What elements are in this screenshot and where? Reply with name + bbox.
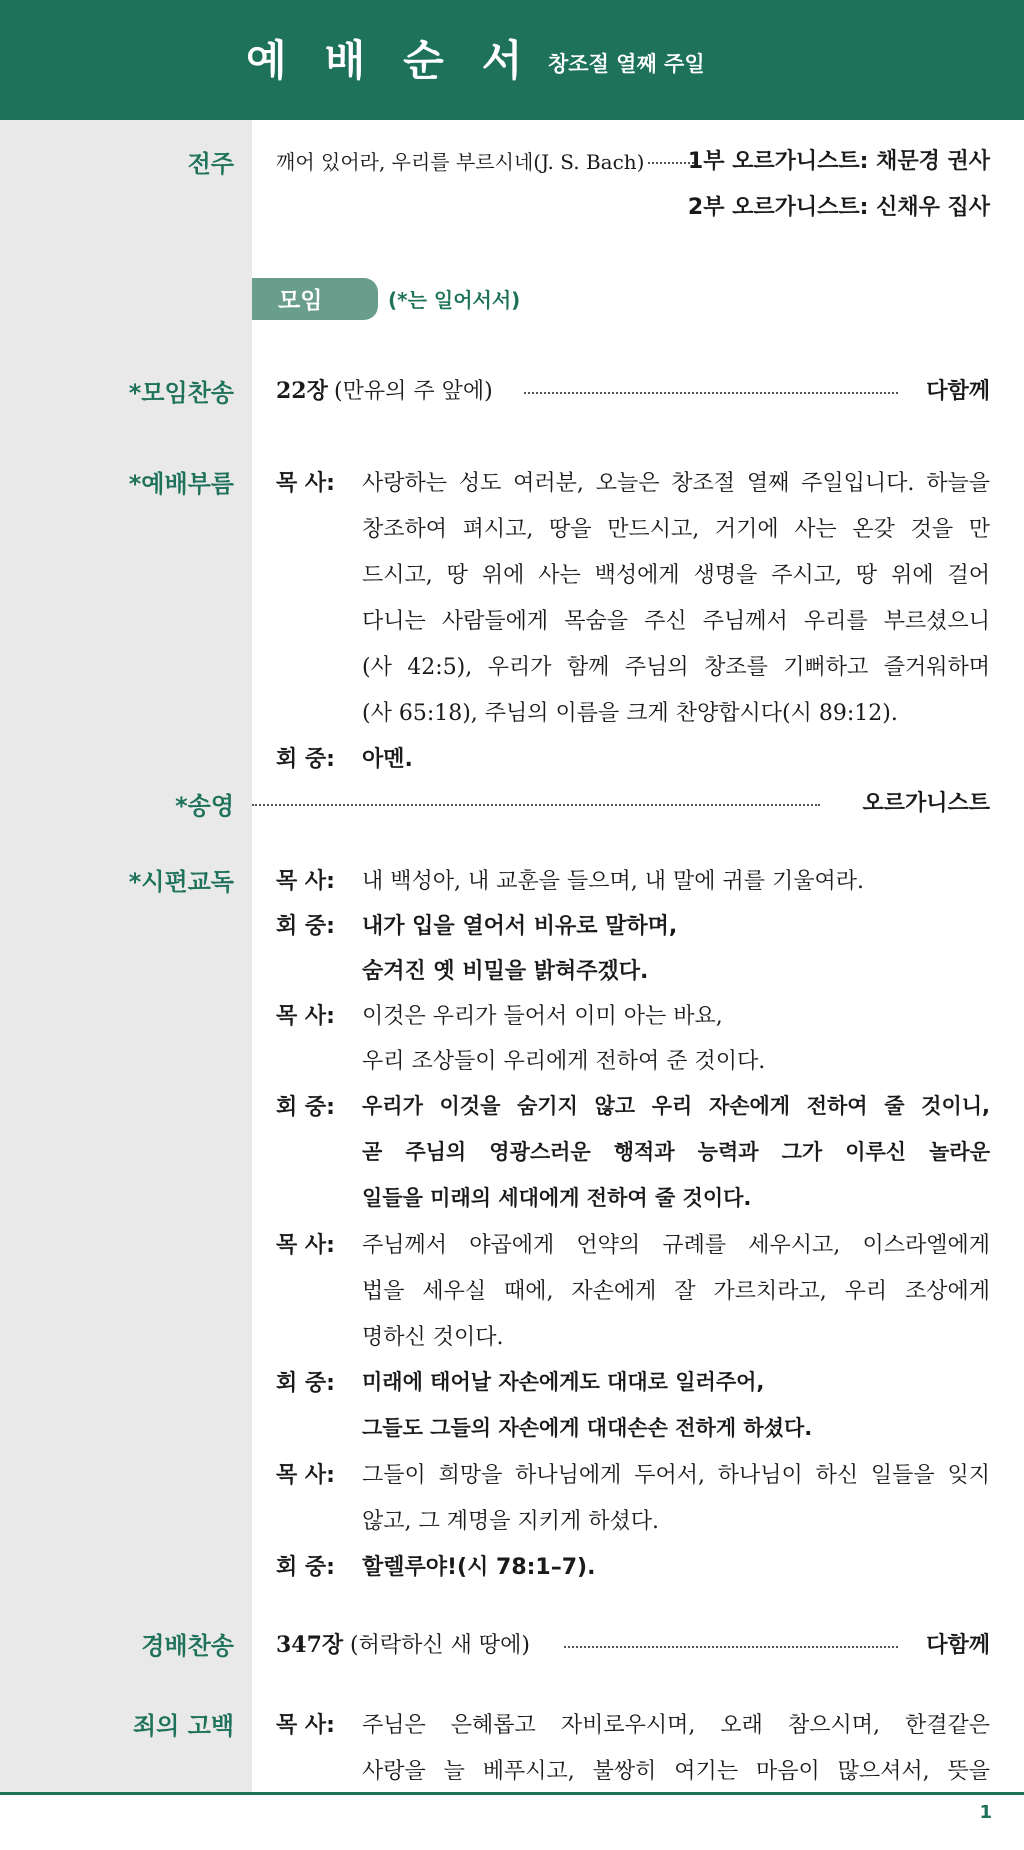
text-line: 할렐루야!(시 78:1–7). (362, 1555, 596, 1580)
text-line: 명하신 것이다. (362, 1325, 504, 1350)
speaker-pastor: 목 사: (276, 471, 335, 496)
speaker-congregation: 회 중: (276, 914, 335, 939)
label-column (0, 120, 252, 1792)
dotted-leader (564, 1646, 898, 1648)
prelude-label: 전주 (187, 150, 234, 178)
page-header (0, 0, 1024, 120)
section-tab-label: 모임 (278, 288, 323, 314)
speaker-congregation: 회 중: (276, 1095, 335, 1120)
speaker-congregation: 회 중: (276, 747, 335, 772)
speaker-congregation: 회 중: (276, 1371, 335, 1396)
text-line: 우리 조상들이 우리에게 전하여 준 것이다. (362, 1049, 766, 1074)
doxology-performer: 오르가니스트 (862, 791, 990, 816)
opening-hymn-label: *모임찬송 (128, 379, 234, 407)
opening-hymn-performer: 다함께 (926, 379, 990, 404)
psalm-reading-label: *시편교독 (128, 868, 234, 896)
text-line: 내 백성아, 내 교훈을 들으며, 내 말에 귀를 기울여라. (362, 869, 864, 894)
worship-hymn-title: (허락하신 새 땅에) (350, 1633, 530, 1658)
text-line: 않고, 그 계명을 지키게 하셨다. (362, 1509, 659, 1534)
worship-hymn-number: 347장 (276, 1632, 344, 1658)
speaker-pastor: 목 사: (276, 1004, 335, 1029)
footer-rule (0, 1792, 1024, 1795)
doxology-label: *송영 (175, 792, 234, 820)
organist-second-service: 2부 오르가니스트: 신채우 집사 (687, 195, 990, 220)
dotted-leader (524, 392, 898, 394)
page-title: 예배순서 (246, 36, 561, 85)
speaker-pastor: 목 사: (276, 1713, 335, 1738)
call-to-worship-label: *예배부름 (128, 470, 234, 498)
speaker-pastor: 목 사: (276, 869, 335, 894)
text-line: 일들을 미래의 세대에게 전하여 줄 것이다. (362, 1186, 752, 1210)
speaker-pastor: 목 사: (276, 1233, 335, 1258)
text-line: 우리가 이것을 숨기지 않고 우리 자손에게 전하여 줄 것이니, (362, 1094, 990, 1118)
congregation-response: 아멘. (362, 747, 413, 772)
text-line: 다니는 사람들에게 목숨을 주신 주님께서 우리를 부르셨으니 (362, 609, 990, 634)
opening-hymn-number: 22장 (276, 378, 328, 404)
opening-hymn-title: (만유의 주 앞에) (334, 379, 493, 404)
standing-note: (*는 일어서서) (388, 288, 521, 312)
organist-first-service: 1부 오르가니스트: 채문경 권사 (687, 149, 990, 174)
text-line: 미래에 태어날 자손에게도 대대로 일러주어, (362, 1370, 765, 1394)
text-line: 사랑하는 성도 여러분, 오늘은 창조절 열째 주일입니다. 하늘을 (362, 471, 990, 496)
prelude-piece: 깨어 있어라, 우리를 부르시네(J. S. Bach) (276, 150, 645, 174)
text-line: 숨겨진 옛 비밀을 밝혀주겠다. (362, 959, 649, 984)
text-line: 그들이 희망을 하나님에게 두어서, 하나님이 하신 일들을 잊지 (362, 1463, 990, 1488)
text-line: (사 65:18), 주님의 이름을 크게 찬양합시다(시 89:12). (362, 701, 898, 726)
worship-hymn-label: 경배찬송 (141, 1632, 234, 1660)
text-line: (사 42:5), 우리가 함께 주님의 창조를 기뻐하고 즐거워하며 (362, 655, 990, 680)
text-line: 그들도 그들의 자손에게 대대손손 전하게 하셨다. (362, 1416, 813, 1440)
worship-hymn-performer: 다함께 (926, 1633, 990, 1658)
confession-label: 죄의 고백 (132, 1712, 234, 1740)
page-number: 1 (979, 1802, 992, 1823)
text-line: 내가 입을 열어서 비유로 말하며, (362, 914, 678, 939)
text-line: 창조하여 펴시고, 땅을 만드시고, 거기에 사는 온갖 것을 만 (362, 517, 990, 542)
dotted-leader (252, 804, 820, 806)
text-line: 법을 세우실 때에, 자손에게 잘 가르치라고, 우리 조상에게 (362, 1279, 990, 1304)
speaker-congregation: 회 중: (276, 1555, 335, 1580)
text-line: 사랑을 늘 베푸시고, 불쌍히 여기는 마음이 많으셔서, 뜻을 (362, 1759, 990, 1784)
text-line: 주님은 은혜롭고 자비로우시며, 오래 참으시며, 한결같은 (362, 1713, 990, 1738)
page-subtitle: 창조절 열째 주일 (548, 52, 705, 76)
text-line: 드시고, 땅 위에 사는 백성에게 생명을 주시고, 땅 위에 걸어 (362, 563, 990, 588)
text-line: 주님께서 야곱에게 언약의 규례를 세우시고, 이스라엘에게 (362, 1233, 990, 1258)
speaker-pastor: 목 사: (276, 1463, 335, 1488)
text-line: 이것은 우리가 들어서 이미 아는 바요, (362, 1004, 723, 1029)
text-line: 곧 주님의 영광스러운 행적과 능력과 그가 이루신 놀라운 (362, 1140, 990, 1164)
